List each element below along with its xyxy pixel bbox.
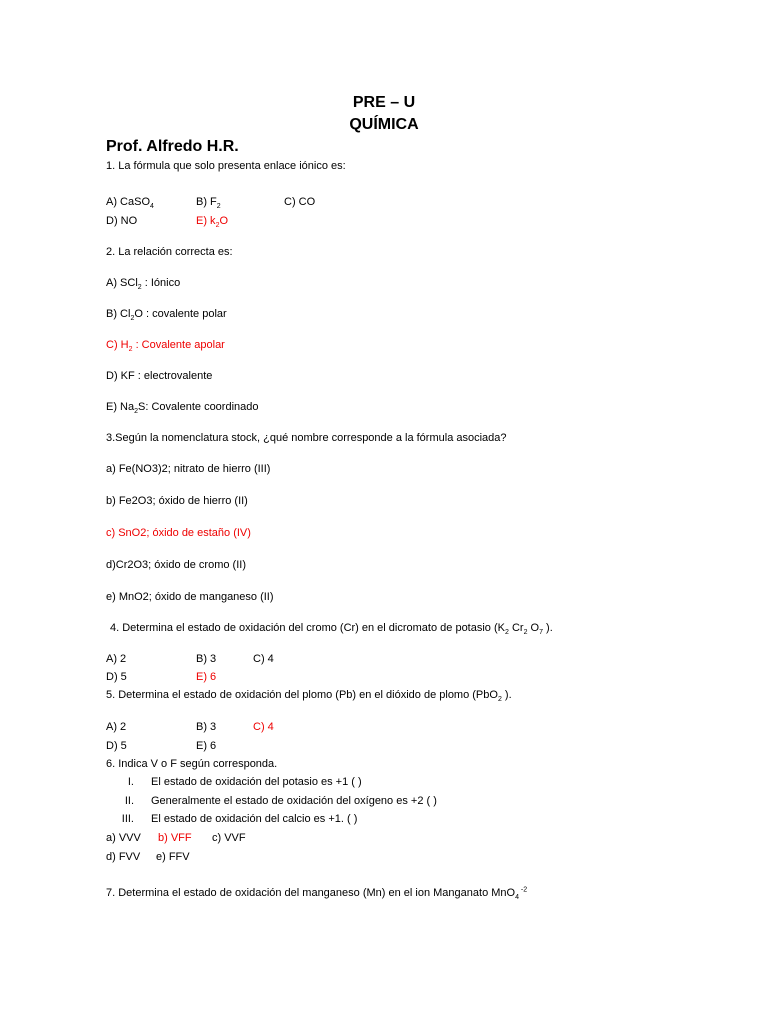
q6-item-1-statement: El estado de oxidación del potasio es +1 ( ) xyxy=(151,776,362,788)
q6-option-c: c) VVF xyxy=(212,832,246,844)
q2-option-e: E) $Na_2S$: Covalente coordinado xyxy=(106,401,259,416)
q1-option-a: A) CaSO$_4$ xyxy=(106,196,154,211)
q1-option-c: C) CO xyxy=(284,196,316,208)
subject-title: QUÍMICA xyxy=(349,116,419,133)
q6-option-a: a) VVV xyxy=(106,832,141,844)
q3-option-e: e) MnO2; óxido de manganeso (II) xyxy=(106,591,274,603)
q3-option-c-answer: c) SnO2; óxido de estaño (IV) xyxy=(106,527,251,539)
question-7-text: 7. Determina el estado de oxidación del manganeso (Mn) en el ion Manganato MnO$_4$ $^{-2}$ xyxy=(106,886,528,902)
q1-option-e-answer: E) $k_2O$ xyxy=(196,215,229,230)
q3-option-d: d)Cr2O3; óxido de cromo (II) xyxy=(106,559,246,571)
q2-option-a: A) SCl$_2$ : Iónico xyxy=(106,277,181,292)
q5-option-b: B) 3 xyxy=(196,721,217,733)
q4-option-e-answer: E) 6 xyxy=(196,671,217,683)
q6-option-b-answer: b) VFF xyxy=(158,832,192,844)
q6-item-1-numeral: I. xyxy=(127,776,134,788)
q1-option-d: D) NO xyxy=(106,215,138,227)
q6-item-2-statement: Generalmente el estado de oxidación del oxígeno es +2 ( ) xyxy=(151,795,437,807)
q3-option-a: a) Fe(NO3)2; nitrato de hierro (III) xyxy=(106,463,271,475)
q6-item-2-numeral: II. xyxy=(124,795,134,807)
teacher-name: Prof. Alfredo H.R. xyxy=(106,138,239,155)
q6-option-e: e) FFV xyxy=(156,851,190,863)
q5-option-a: A) 2 xyxy=(106,721,127,733)
q1-option-b: B) $F_2$ xyxy=(196,196,221,211)
q4-option-a: A) 2 xyxy=(106,653,127,665)
q6-item-3-statement: El estado de oxidación del calcio es +1. ( ) xyxy=(151,813,358,825)
q4-option-b: B) 3 xyxy=(196,653,217,665)
question-6-text: 6. Indica V o F según corresponda. xyxy=(106,758,278,770)
question-4-text: 4. Determina el estado de oxidación del cromo (Cr) en el dicromato de potasio ($K_2$ $Cr_2$ $O_7$ ). xyxy=(110,622,553,637)
q4-option-c: C) 4 xyxy=(253,653,274,665)
question-5-text: 5. Determina el estado de oxidación del plomo (Pb) en el dióxido de plomo (PbO$_2$ ). xyxy=(106,689,512,704)
q2-option-d: D) KF : electrovalente xyxy=(106,370,213,382)
q6-option-d: d) FVV xyxy=(106,851,141,863)
q2-option-c-answer: C) $H_2$ : Covalente apolar xyxy=(106,339,225,354)
question-3-text: 3.Según la nomenclatura stock, ¿qué nombre corresponde a la fórmula asociada? xyxy=(106,432,507,444)
q6-item-3-numeral: III. xyxy=(121,813,134,825)
q3-option-b: b) Fe2O3; óxido de hierro (II) xyxy=(106,495,248,507)
q2-option-b: B) $Cl_2O$ : covalente polar xyxy=(106,308,227,323)
course-title: PRE – U xyxy=(352,94,416,111)
question-2-text: 2. La relación correcta es: xyxy=(106,246,233,258)
question-1-text: 1. La fórmula que solo presenta enlace iónico es: xyxy=(106,160,346,172)
q4-option-d: D) 5 xyxy=(106,671,127,683)
q5-option-e: E) 6 xyxy=(196,740,217,752)
q5-option-d: D) 5 xyxy=(106,740,127,752)
q5-option-c-answer: C) 4 xyxy=(253,721,274,733)
